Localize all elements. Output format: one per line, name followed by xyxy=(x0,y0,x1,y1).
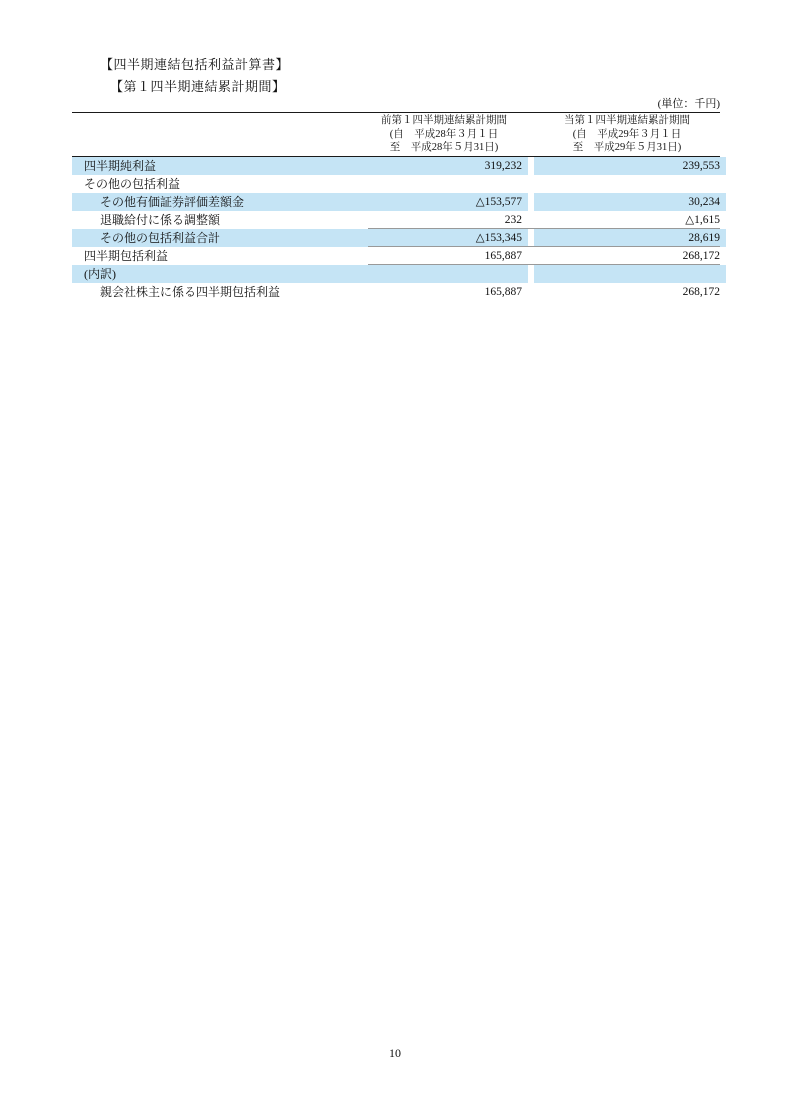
column-header-line: 前第１四半期連結累計期間 xyxy=(381,115,507,126)
row-value-current: △1,615 xyxy=(685,214,720,226)
column-header-current-period xyxy=(534,114,720,155)
row-value-current: 239,553 xyxy=(534,157,726,175)
unit-label: (単位：千円) xyxy=(657,98,720,110)
row-value-current: 30,234 xyxy=(534,193,726,211)
row-label: その他有価証券評価差額金 xyxy=(100,195,245,209)
row-label: その他の包括利益 xyxy=(84,177,181,191)
table-row-comprehensive-income xyxy=(72,247,720,265)
statement-title: 【四半期連結包括利益計算書】 xyxy=(100,57,290,72)
statement-subtitle: 【第１四半期連結累計期間】 xyxy=(110,79,286,94)
row-value-prior: 165,887 xyxy=(484,286,522,298)
table-row-other-comprehensive-income xyxy=(72,175,720,193)
row-value-prior xyxy=(522,175,528,193)
row-value-current xyxy=(534,265,726,283)
table-row-net-income xyxy=(72,157,720,175)
column-header-line: (自 平成28年３月１日 xyxy=(389,128,499,140)
column-header-prior-period xyxy=(360,114,528,155)
row-value-prior: 165,887 xyxy=(484,250,522,262)
row-label: 四半期包括利益 xyxy=(84,249,169,263)
row-value-current: 268,172 xyxy=(682,286,720,298)
row-value-prior: △153,345 xyxy=(475,232,522,244)
row-label: その他の包括利益合計 xyxy=(100,231,221,245)
comprehensive-income-table xyxy=(72,112,720,301)
column-header-line: 至 平成28年５月31日) xyxy=(389,142,499,153)
row-value-prior: △153,577 xyxy=(475,196,522,208)
row-label: (内訳) xyxy=(84,267,116,281)
table-row-breakdown-heading xyxy=(72,265,720,283)
row-value-current: 268,172 xyxy=(682,250,720,262)
column-header-line: 至 平成29年５月31日) xyxy=(572,142,682,153)
table-header xyxy=(72,113,720,157)
row-value-current xyxy=(534,175,726,193)
row-value-prior: 319,232 xyxy=(484,160,522,172)
row-label: 四半期純利益 xyxy=(84,159,157,173)
row-value-prior xyxy=(522,265,528,283)
table-row-retirement-benefit-adjustments xyxy=(72,211,720,229)
column-header-line: (自 平成29年３月１日 xyxy=(572,128,682,140)
row-value-prior: 232 xyxy=(504,214,522,226)
table-row-parent-shareholders-comprehensive-income xyxy=(72,283,720,301)
row-label: 親会社株主に係る四半期包括利益 xyxy=(100,285,281,299)
table-row-other-comprehensive-income-total xyxy=(72,229,720,247)
row-value-current: 28,619 xyxy=(534,229,726,247)
page-number: 10 xyxy=(389,1046,401,1060)
table-row-securities-valuation-difference xyxy=(72,193,720,211)
row-label: 退職給付に係る調整額 xyxy=(100,213,221,227)
column-header-line: 当第１四半期連結累計期間 xyxy=(564,115,690,126)
